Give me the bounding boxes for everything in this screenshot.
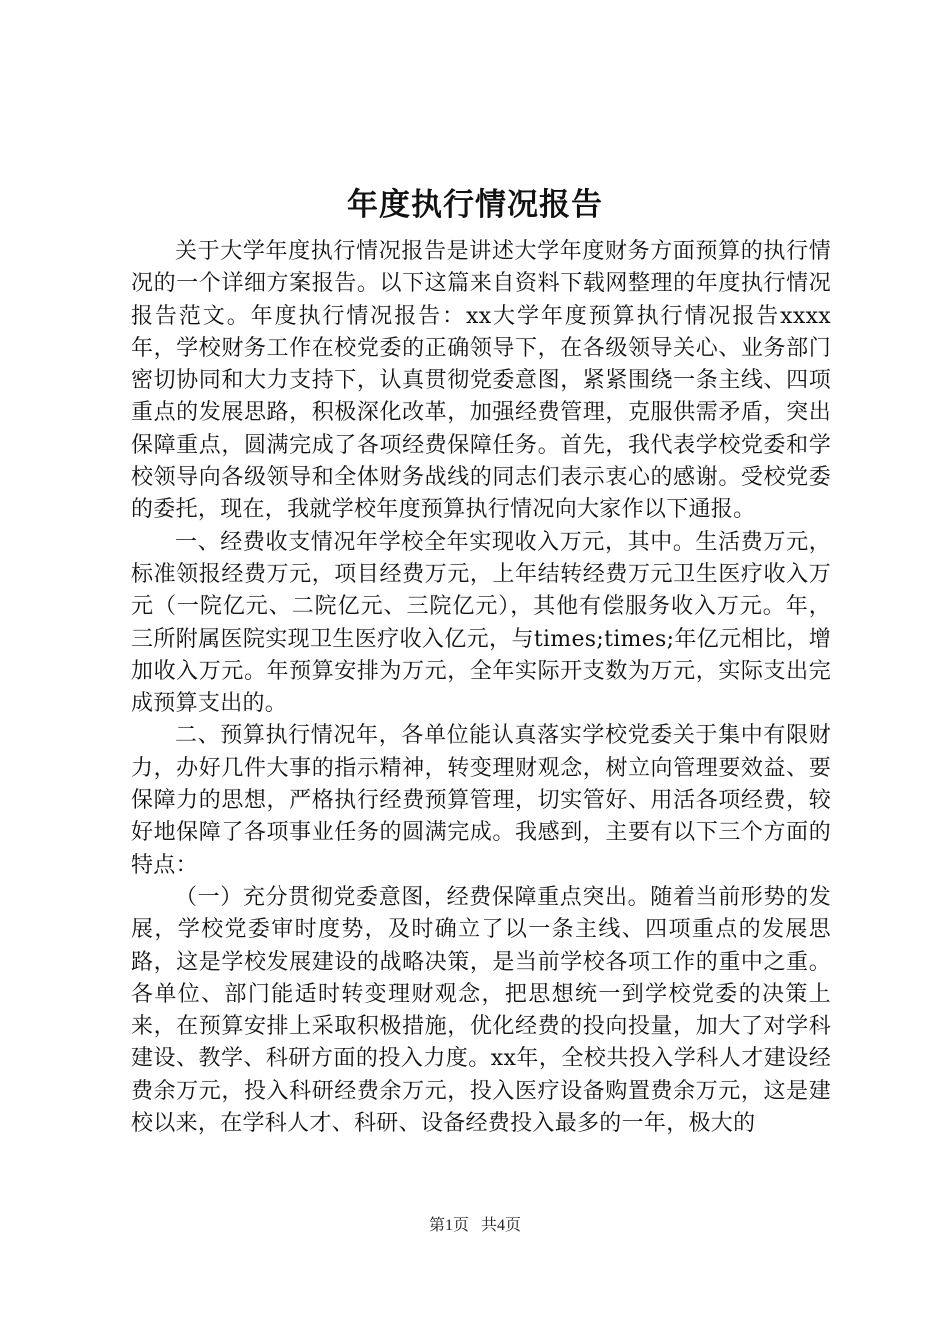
paragraph-intro: 关于大学年度执行情况报告是讲述大学年度财务方面预算的执行情况的一个详细方案报告。以下这篇来自资料下载网整理的年度执行情况报告范文。年度执行情况报告：xx大学年度预算执行情况报告xxxx年，学校财务工作在校党委的正确领导下，在各级领导关心、业务部门密切协同和大力支持下，认真贯彻党委意图，紧紧围绕一条主线、四项重点的发展思路，积极深化改革，加强经费管理，克服供需矛盾，突出保障重点，圆满完成了各项经费保障任务。首先，我代表学校党委和学校领导向各级领导和全体财务战线的同志们表示衷心的感谢。受校党委的委托，现在，我就学校年度预算执行情况向大家作以下通报。 bbox=[131, 239, 831, 523]
paragraph-subsection-1: （一）充分贯彻党委意图，经费保障重点突出。随着当前形势的发展，学校党委审时度势，及时确立了以一条主线、四项重点的发展思路，这是学校发展建设的战略决策，是当前学校各项工作的重中之重。各单位、部门能适时转变理财观念，把思想统一到学校党委的决策上来，在预算安排上采取积极措施，优化经费的投向投量，加大了对学科建设、教学、科研方面的投入力度。xx年，全校共投入学科人才建设经费余万元，投入科研经费余万元，投入医疗设备购置费余万元，这是建校以来，在学科人才、科研、设备经费投入最多的一年，极大的 bbox=[131, 884, 831, 1137]
document-title: 年度执行情况报告 bbox=[347, 187, 603, 223]
paragraph-section-2: 二、预算执行情况年，各单位能认真落实学校党委关于集中有限财力，办好几件大事的指示精神，转变理财观念，树立向管理要效益、要保障力的思想，严格执行经费预算管理，切实管好、用活各项经费，较好地保障了各项事业任务的圆满完成。我感到，主要有以下三个方面的特点： bbox=[131, 723, 831, 878]
page-number: 第1页 bbox=[428, 1217, 469, 1234]
paragraph-section-1: 一、经费收支情况年学校全年实现收入万元，其中。生活费万元，标准领报经费万元，项目经费万元，上年结转经费万元卫生医疗收入万元（一院亿元、二院亿元、三院亿元），其他有偿服务收入万元。年，三所附属医院实现卫生医疗收入亿元，与times;times;年亿元相比，增加收入万元。年预算安排为万元，全年实际开支数为万元，实际支出完成预算支出的。 bbox=[131, 529, 831, 717]
document-body bbox=[131, 236, 831, 1140]
page-footer bbox=[0, 1216, 950, 1236]
page-total: 共4页 bbox=[481, 1217, 522, 1234]
